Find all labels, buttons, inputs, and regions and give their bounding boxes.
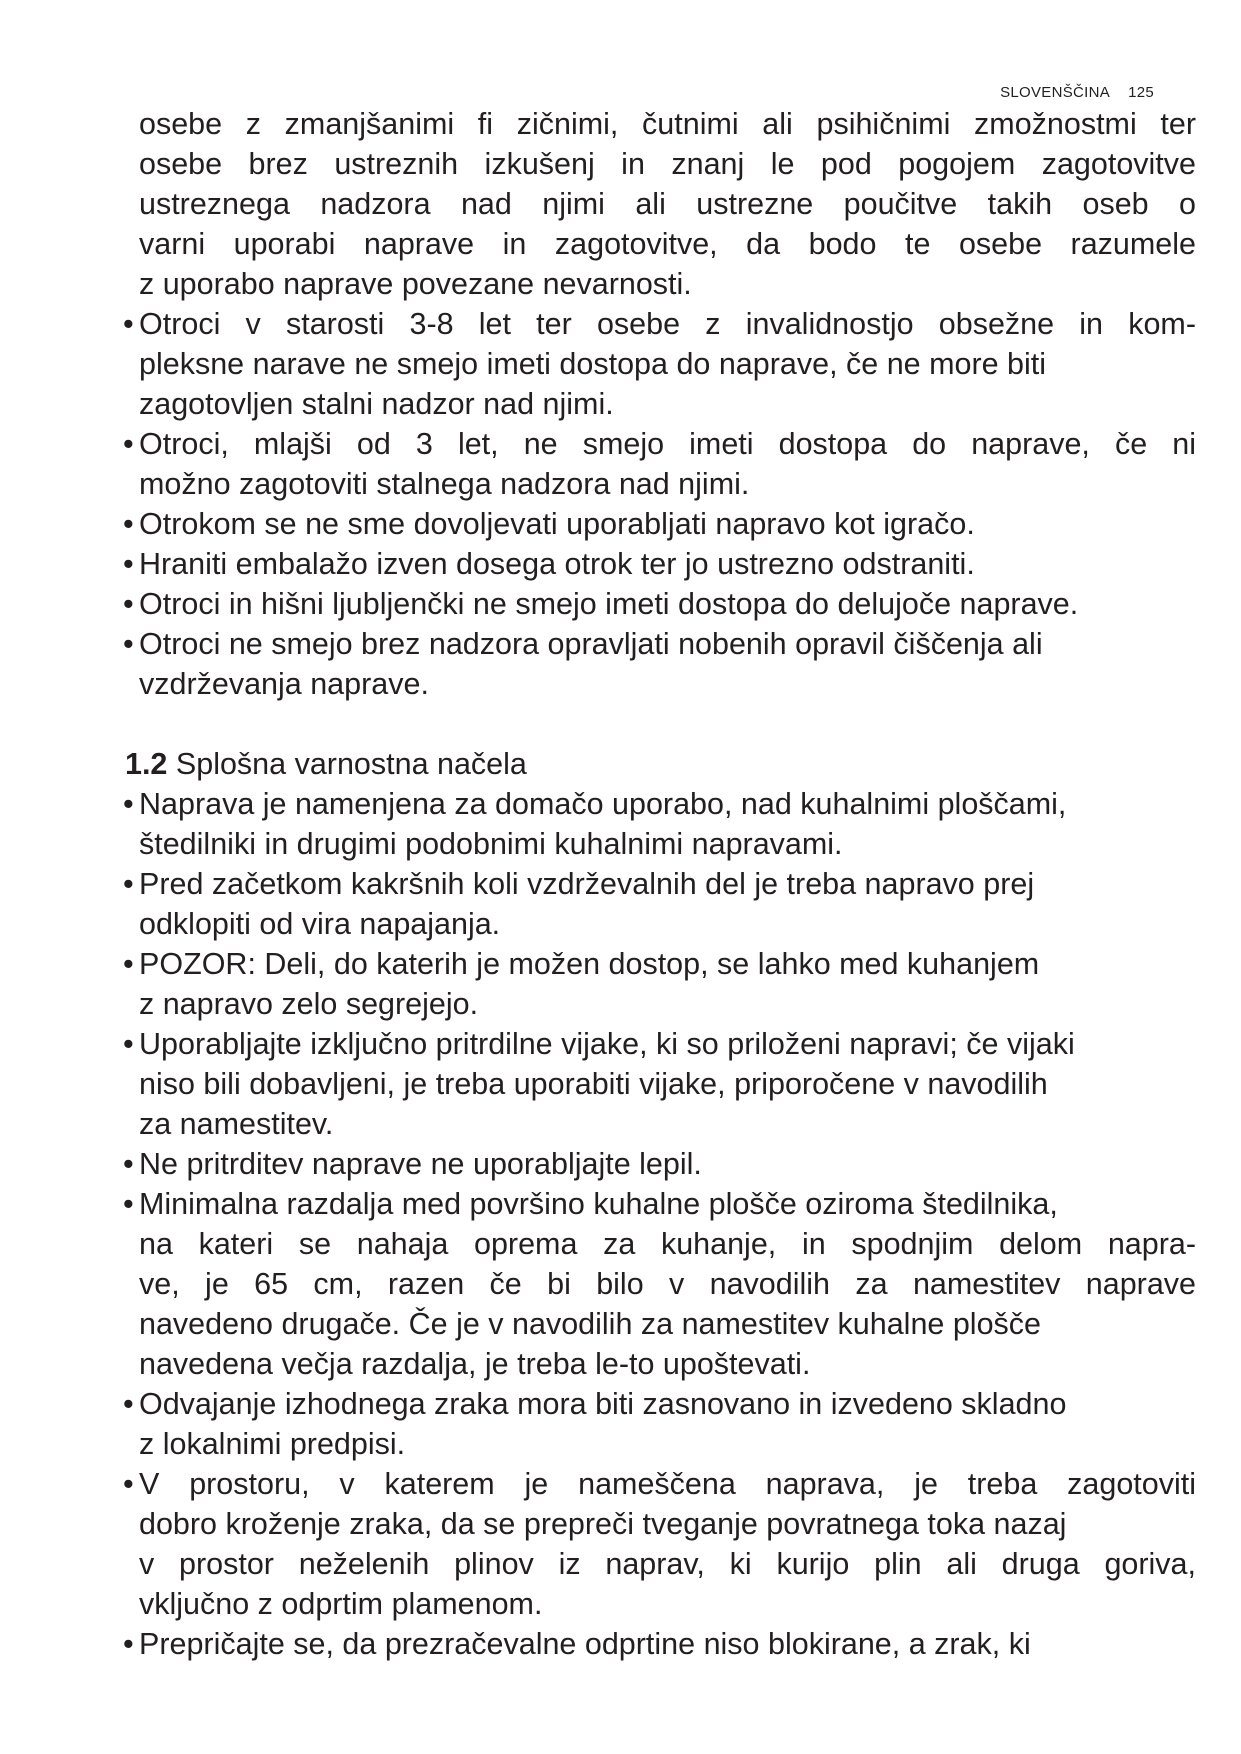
text-line: • Otroci ne smejo brez nadzora opravljati nobenih opravil čiščenja ali bbox=[139, 624, 1196, 664]
text-line: osebe brez ustreznih izkušenj in znanj le pod pogojem zagotovitve bbox=[139, 147, 1196, 181]
text-line: z napravo zelo segrejejo. bbox=[139, 987, 479, 1021]
page-body bbox=[121, 104, 1196, 1664]
intro-paragraph bbox=[121, 104, 1196, 304]
text-line: • Naprava je namenjena za domačo uporabo, nad kuhalnimi ploščami, bbox=[139, 784, 1196, 824]
list-item bbox=[121, 1144, 1196, 1184]
text-line: • V prostoru, v katerem je nameščena naprava, je treba zagotoviti bbox=[139, 1464, 1196, 1504]
section-title: Splošna varnostna načela bbox=[175, 747, 527, 781]
list-item bbox=[121, 304, 1196, 424]
text-line: štedilniki in drugimi podobnimi kuhalnimi napravami. bbox=[139, 827, 843, 861]
text-line: varni uporabi naprave in zagotovitve, da bodo te osebe razumele bbox=[139, 227, 1196, 261]
list-item bbox=[121, 1464, 1196, 1624]
list-item bbox=[121, 544, 1196, 584]
text-line: niso bili dobavljeni, je treba uporabiti vijake, priporočene v navodilih bbox=[139, 1067, 1048, 1101]
text-line: • Otroci, mlajši od 3 let, ne smejo imeti dostopa do naprave, če ni bbox=[139, 424, 1196, 464]
list-item bbox=[121, 584, 1196, 624]
text-line: navedeno drugače. Če je v navodilih za namestitev kuhalne plošče bbox=[139, 1307, 1042, 1341]
text-line: odklopiti od vira napajanja. bbox=[139, 907, 501, 941]
text-line: dobro kroženje zraka, da se prepreči tveganje povratnega toka nazaj bbox=[139, 1507, 1067, 1541]
text-line: • Minimalna razdalja med površino kuhalne plošče oziroma štedilnika, bbox=[139, 1184, 1196, 1224]
text-line: • Otroci v starosti 3-8 let ter osebe z invalidnostjo obsežne in kom- bbox=[139, 304, 1196, 344]
list-item bbox=[121, 944, 1196, 1024]
list-item bbox=[121, 784, 1196, 864]
list-item bbox=[121, 424, 1196, 504]
text-line: • Pred začetkom kakršnih koli vzdrževalnih del je treba napravo prej bbox=[139, 864, 1196, 904]
text-line: • Otrokom se ne sme dovoljevati uporabljati napravo kot igračo. bbox=[139, 504, 1196, 544]
text-line: možno zagotoviti stalnega nadzora nad njimi. bbox=[139, 467, 750, 501]
text-line: za namestitev. bbox=[139, 1107, 334, 1141]
text-line: ve, je 65 cm, razen če bi bilo v navodilih za namestitev naprave bbox=[139, 1267, 1196, 1301]
text-line: • POZOR: Deli, do katerih je možen dostop, se lahko med kuhanjem bbox=[139, 944, 1196, 984]
text-line: ustreznega nadzora nad njimi ali ustrezne poučitve takih oseb o bbox=[139, 187, 1196, 221]
list-item bbox=[121, 1384, 1196, 1464]
text-line: z lokalnimi predpisi. bbox=[139, 1427, 406, 1461]
text-line: v prostor neželenih plinov iz naprav, ki kurijo plin ali druga goriva, bbox=[139, 1547, 1196, 1581]
text-line: pleksne narave ne smejo imeti dostopa do naprave, če ne more biti bbox=[139, 347, 1047, 381]
text-line: • Hraniti embalažo izven dosega otrok ter jo ustrezno odstraniti. bbox=[139, 544, 1196, 584]
text-line: • Ne pritrditev naprave ne uporabljajte lepil. bbox=[139, 1144, 1196, 1184]
spacer bbox=[121, 704, 1196, 744]
text-line: vključno z odprtim plamenom. bbox=[139, 1587, 543, 1621]
text-line: navedena večja razdalja, je treba le-to upoštevati. bbox=[139, 1347, 811, 1381]
text-line: osebe z zmanjšanimi fi zičnimi, čutnimi ali psihičnimi zmožnostmi ter bbox=[139, 107, 1196, 141]
text-line: • Prepričajte se, da prezračevalne odprtine niso blokirane, a zrak, ki bbox=[139, 1624, 1196, 1664]
list-item bbox=[121, 864, 1196, 944]
text-line: vzdrževanja naprave. bbox=[139, 667, 429, 701]
list-item bbox=[121, 624, 1196, 704]
list-item bbox=[121, 1024, 1196, 1144]
language-label: SLOVENŠČINA bbox=[1000, 84, 1111, 101]
list-item bbox=[121, 1184, 1196, 1384]
text-line: • Otroci in hišni ljubljenčki ne smejo imeti dostopa do delujoče naprave. bbox=[139, 584, 1196, 624]
section-heading bbox=[121, 744, 1196, 784]
text-line: • Uporabljajte izključno pritrdilne vijake, ki so priloženi napravi; če vijaki bbox=[139, 1024, 1196, 1064]
section-number: 1.2 bbox=[125, 747, 168, 781]
text-line: z uporabo naprave povezane nevarnosti. bbox=[139, 267, 692, 301]
text-line: zagotovljen stalni nadzor nad njimi. bbox=[139, 387, 614, 421]
text-line: na kateri se nahaja oprema za kuhanje, in spodnjim delom napra- bbox=[139, 1227, 1196, 1261]
list-item bbox=[121, 1624, 1196, 1664]
page-number: 125 bbox=[1128, 84, 1154, 101]
text-line: • Odvajanje izhodnega zraka mora biti zasnovano in izvedeno skladno bbox=[139, 1384, 1196, 1424]
page-header bbox=[1000, 84, 1154, 101]
list-item bbox=[121, 504, 1196, 544]
